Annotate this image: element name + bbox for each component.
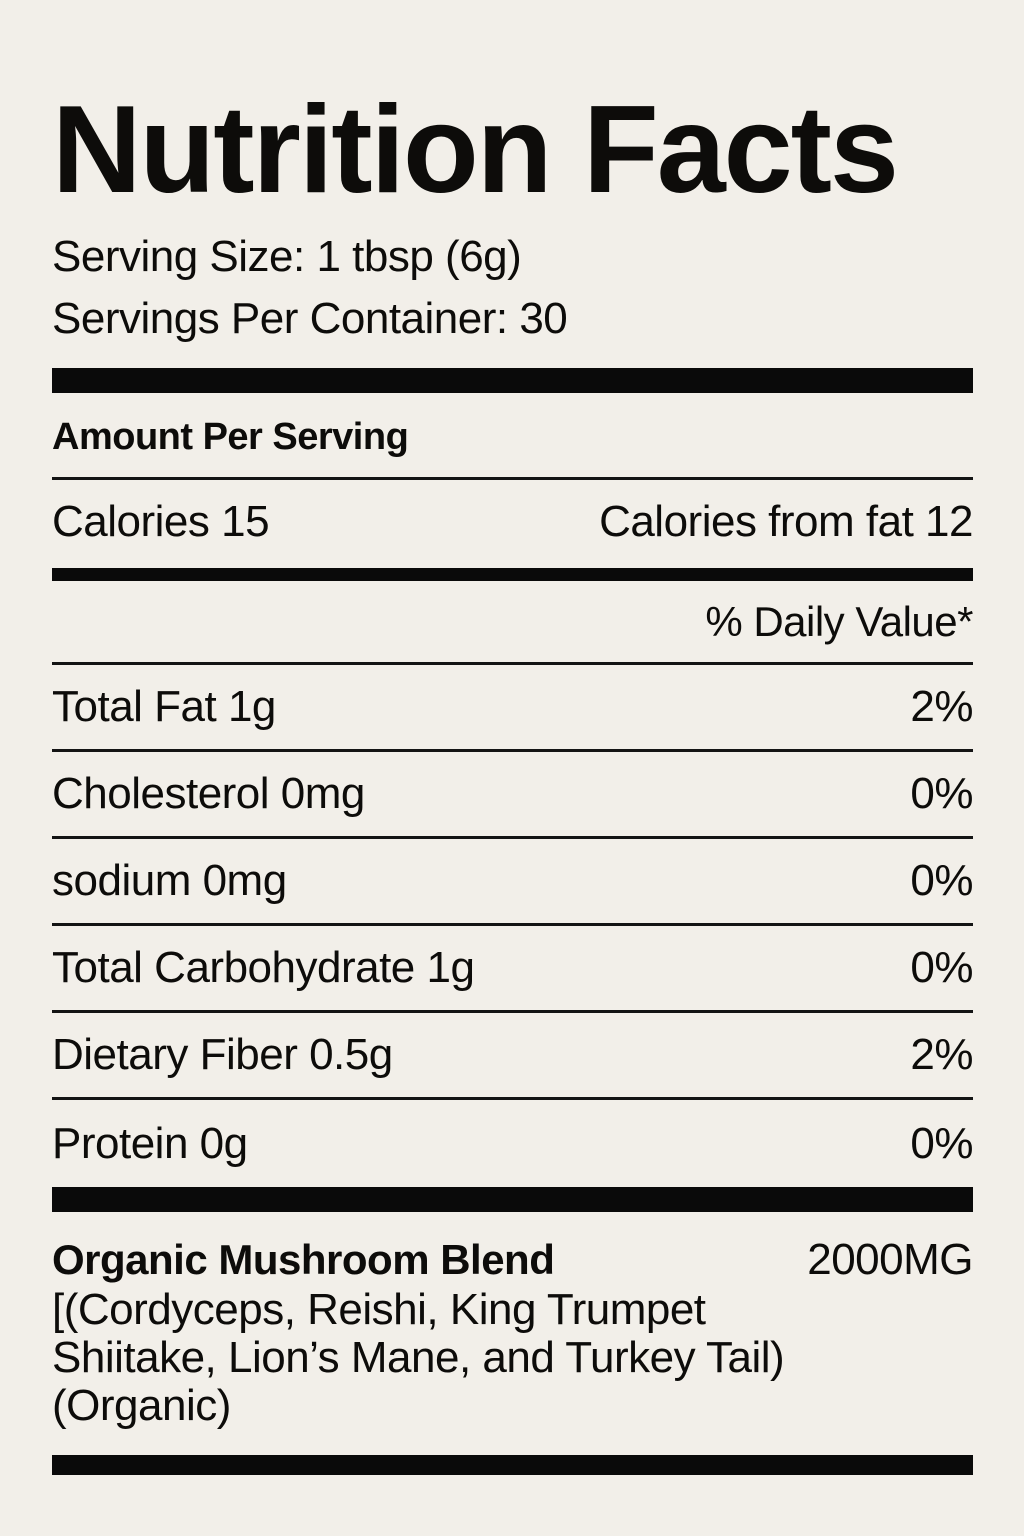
thick-divider-top [52, 368, 973, 393]
thick-divider-bottom [52, 1455, 973, 1475]
calories-from-fat-value: Calories from fat 12 [599, 497, 973, 547]
table-row-total-carbohydrate [52, 926, 973, 1013]
nutrient-name: Protein 0g [52, 1118, 248, 1168]
nutrient-daily-value: 0% [910, 1118, 973, 1168]
blend-amount: 2000MG [807, 1235, 973, 1285]
nutrient-daily-value: 2% [910, 682, 973, 732]
thick-divider-below-table [52, 1187, 973, 1212]
serving-info [52, 226, 973, 350]
nutrient-daily-value: 2% [910, 1030, 973, 1080]
serving-size: Serving Size: 1 tbsp (6g) [52, 232, 522, 282]
table-row-dietary-fiber [52, 1013, 973, 1100]
label-content [52, 0, 973, 1475]
table-row-protein [52, 1100, 973, 1187]
amount-per-serving-heading: Amount Per Serving [52, 416, 409, 459]
nutrient-name: Cholesterol 0mg [52, 769, 365, 819]
nutrient-daily-value: 0% [910, 856, 973, 906]
daily-value-header: % Daily Value* [705, 598, 973, 646]
servings-per-container: Servings Per Container: 30 [52, 294, 568, 344]
ingredient-line: (Organic) [52, 1381, 231, 1431]
table-row-total-fat [52, 665, 973, 752]
blend-header-row [52, 1234, 973, 1286]
nutrient-name: Total Carbohydrate 1g [52, 943, 475, 993]
blend-ingredients [52, 1286, 973, 1430]
calories-value: Calories 15 [52, 497, 270, 547]
label-title: Nutrition Facts [52, 81, 897, 219]
nutrient-daily-value: 0% [910, 943, 973, 993]
table-row-sodium [52, 839, 973, 926]
nutrient-name: Total Fat 1g [52, 682, 276, 732]
table-row-cholesterol [52, 752, 973, 839]
ingredient-line: [(Cordyceps, Reishi, King Trumpet [52, 1285, 706, 1335]
ingredient-line: Shiitake, Lion’s Mane, and Turkey Tail) [52, 1333, 785, 1383]
nutrient-daily-value: 0% [910, 769, 973, 819]
nutrient-name: Dietary Fiber 0.5g [52, 1030, 393, 1080]
nutrient-name: sodium 0mg [52, 856, 287, 906]
blend-name: Organic Mushroom Blend [52, 1236, 555, 1284]
divider [52, 477, 973, 480]
thick-divider-mid [52, 568, 973, 581]
calories-row [52, 494, 973, 550]
nutrient-table [52, 665, 973, 1187]
